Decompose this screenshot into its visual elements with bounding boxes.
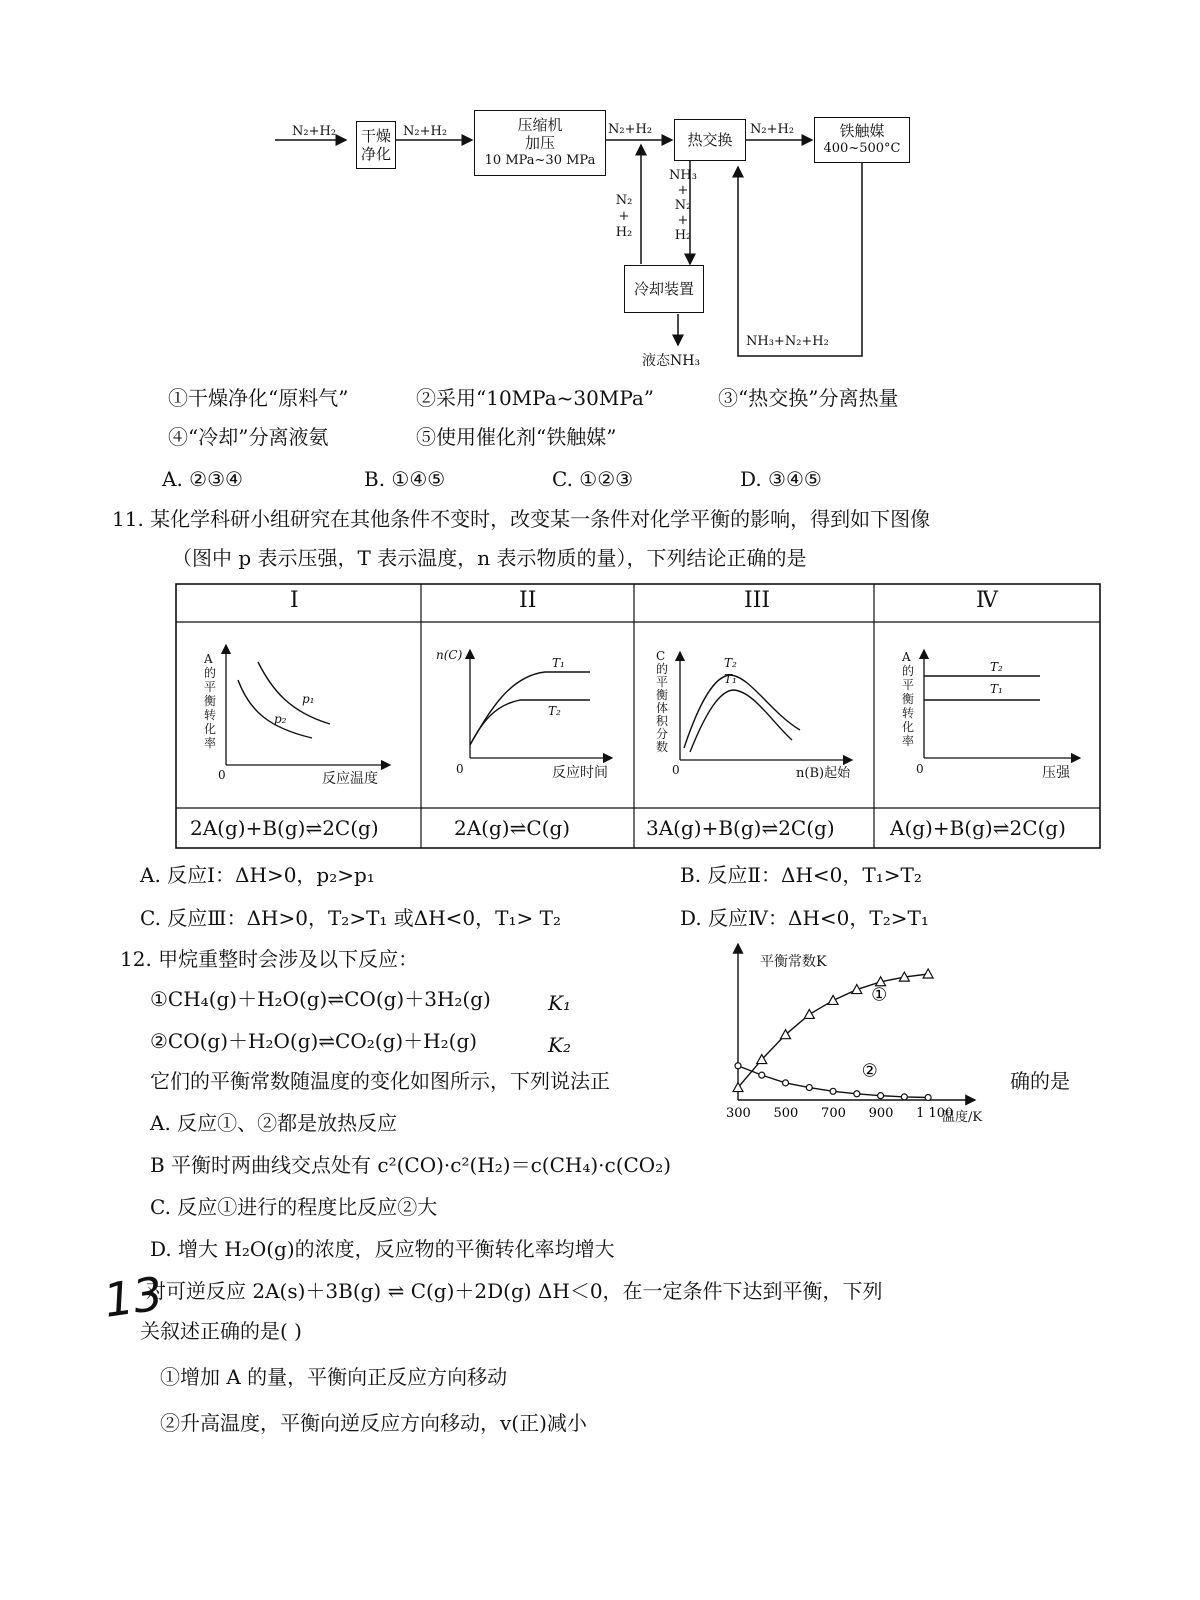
q12-reaction-1: ①CH₄(g)＋H₂O(g)⇌CO(g)＋3H₂(g) (150, 987, 491, 1011)
series-1-point (804, 1009, 814, 1018)
series-2-point (854, 1091, 860, 1097)
graph-1-xlabel: 反应温度 (322, 771, 378, 787)
graph-1-p1-label: p₁ (302, 692, 315, 706)
q10-choice-d: D. ③④⑤ (740, 467, 822, 491)
q10-choice-b: B. ①④⑤ (364, 467, 446, 491)
q13-option-2: ②升高温度，平衡向逆反应方向移动，v(正)减小 (160, 1411, 587, 1435)
q10-item-4: ④“冷却”分离液氨 (168, 425, 329, 449)
x-tick-label: 300 (726, 1106, 751, 1121)
series-2-point (878, 1093, 884, 1099)
chart-x-label: 温度/K (942, 1110, 983, 1125)
graph-4-origin: 0 (916, 762, 924, 776)
graph-2-xlabel: 反应时间 (552, 765, 608, 781)
series-1-point (923, 969, 933, 978)
heat-exchange-label: 热交换 (687, 131, 733, 149)
flow-label-after-heat: N₂+H₂ (750, 122, 795, 137)
series-2-point (759, 1072, 765, 1078)
flow-label-after-compress: N₂+H₂ (608, 122, 653, 137)
graph-3-xlabel: n(B)起始 (796, 766, 851, 781)
q11-header-2: II (519, 588, 537, 613)
x-tick-label: 1 100 (916, 1106, 954, 1121)
handwritten-question-number: 13 (100, 1266, 167, 1328)
series-2-point (925, 1095, 931, 1101)
q10-item-1: ①干燥净化“原料气” (168, 386, 349, 410)
x-tick-label: 700 (821, 1106, 846, 1121)
loop-up-h2: H₂ (615, 225, 633, 240)
q12-reaction-2: ②CO(g)＋H₂O(g)⇌CO₂(g)＋H₂(g) (150, 1029, 478, 1053)
series-2-point (783, 1080, 789, 1086)
compressor-label: 压缩机 (517, 116, 563, 134)
graph-1-p2-label: p₂ (274, 712, 287, 726)
q11-choice-c: C. 反应Ⅲ：ΔH>0，T₂>T₁ 或ΔH<0，T₁> T₂ (140, 906, 561, 930)
compressor-pressure-label: 10 MPa~30 MPa (484, 153, 596, 168)
graph-1-ylabel: A的平衡转化率 (204, 652, 217, 750)
flow-label-feed: N₂+H₂ (292, 124, 337, 139)
graph-2-origin: 0 (456, 762, 464, 776)
q12-k2: K₂ (548, 1033, 571, 1057)
graph-3-t2-label: T₂ (724, 656, 737, 670)
series-2-point (735, 1063, 741, 1069)
q12-choice-c: C. 反应①进行的程度比反应②大 (150, 1195, 438, 1219)
catalyst-temp-label: 400~500°C (823, 141, 901, 156)
loop-up-n2: N₂ (615, 193, 633, 208)
graph-3-t1-label: T₁ (724, 672, 737, 686)
q12-choice-d: D. 增大 H₂O(g)的浓度，反应物的平衡转化率均增大 (150, 1237, 615, 1261)
loop-up-plus: + (618, 209, 630, 224)
q11-stem-line-2: （图中 p 表示压强，T 表示温度，n 表示物质的量），下列结论正确的是 (172, 546, 807, 570)
down-plus-1: + (677, 183, 689, 198)
q10-item-3: ③“热交换”分离热量 (718, 386, 899, 410)
graph-2-t1-label: T₁ (552, 656, 565, 670)
q12-choice-a: A. 反应①、②都是放热反应 (150, 1111, 398, 1135)
x-tick-label: 900 (868, 1106, 894, 1121)
series-2-point (806, 1085, 812, 1091)
liquid-ammonia-label: 液态NH₃ (642, 353, 701, 369)
graph-4-t2-label: T₂ (990, 660, 1003, 674)
q13-stem-line-2: 关叙述正确的是( ) (140, 1319, 302, 1343)
q11-reaction-3: 3A(g)+B(g)⇌2C(g) (646, 816, 835, 840)
graph-4-xlabel: 压强 (1042, 765, 1070, 781)
series-2-label: ② (861, 1060, 878, 1082)
flow-label-after-dry: N₂+H₂ (403, 124, 448, 139)
graph-4-t1-label: T₁ (990, 682, 1003, 696)
q12-choice-b: B 平衡时两曲线交点处有 c²(CO)·c²(H₂)＝c(CH₄)·c(CO₂) (150, 1153, 672, 1177)
dry-purify-label: 干燥净化 (361, 127, 392, 163)
q13-stem-line-1: 对可逆反应 2A(s)＋3B(g) ⇌ C(g)＋2D(g) ΔH＜0，在一定条件下达到平衡，下列 (146, 1279, 883, 1303)
down-nh3: NH₃ (669, 168, 697, 183)
graph-1-origin: 0 (218, 768, 226, 782)
q11-header-4: Ⅳ (976, 588, 998, 613)
q11-header-1: I (290, 588, 299, 613)
return-loop-label: NH₃+N₂+H₂ (746, 334, 829, 349)
q10-choice-a: A. ②③④ (162, 467, 243, 491)
q11-choice-a: A. 反应Ⅰ：ΔH>0，p₂>p₁ (140, 863, 375, 887)
q13-option-1: ①增加 A 的量，平衡向正反应方向移动 (160, 1365, 508, 1389)
series-2-point (901, 1094, 907, 1100)
q11-header-3: III (744, 588, 771, 613)
x-tick-label: 500 (773, 1106, 799, 1121)
chart-y-label: 平衡常数K (760, 954, 827, 970)
series-1-point (828, 995, 838, 1004)
q11-reaction-2: 2A(g)⇌C(g) (454, 816, 571, 840)
graph-2-ylabel: n(C) (436, 648, 463, 662)
down-n2: N₂ (674, 198, 692, 213)
graph-3-ylabel: C的平衡体积分数 (656, 649, 669, 754)
q11-stem-line-1: 11. 某化学科研小组研究在其他条件不变时，改变某一条件对化学平衡的影响，得到如下图像 (112, 507, 931, 531)
series-1-line (738, 974, 928, 1088)
q10-item-2: ②采用“10MPa~30MPa” (416, 386, 655, 410)
catalyst-label: 铁触媒 (839, 122, 885, 140)
q11-reaction-1: 2A(g)+B(g)⇌2C(g) (190, 816, 379, 840)
q10-choice-c: C. ①②③ (552, 467, 634, 491)
graph-3-origin: 0 (672, 763, 680, 777)
q11-choice-d: D. 反应Ⅳ：ΔH<0，T₂>T₁ (680, 906, 929, 930)
down-plus-2: + (677, 213, 689, 228)
q12-stem: 12. 甲烷重整时会涉及以下反应： (120, 947, 419, 971)
graph-4-ylabel: A的平衡转化率 (902, 650, 915, 748)
compressor-pressurize-label: 加压 (524, 134, 555, 152)
q10-item-5: ⑤使用催化剂“铁触媒” (416, 425, 617, 449)
q11-choice-b: B. 反应Ⅱ：ΔH<0，T₁>T₂ (680, 863, 922, 887)
q12-desc-b: 确的是 (1010, 1069, 1070, 1093)
series-2-point (830, 1088, 836, 1094)
cooling-label: 冷却装置 (633, 280, 694, 298)
down-h2: H₂ (674, 228, 692, 243)
q12-k1: K₁ (548, 991, 571, 1015)
series-1-label: ① (871, 984, 888, 1006)
q12-desc-a: 它们的平衡常数随温度的变化如图所示，下列说法正 (150, 1069, 610, 1093)
q11-reaction-4: A(g)+B(g)⇌2C(g) (890, 816, 1066, 840)
graph-2-t2-label: T₂ (548, 704, 561, 718)
